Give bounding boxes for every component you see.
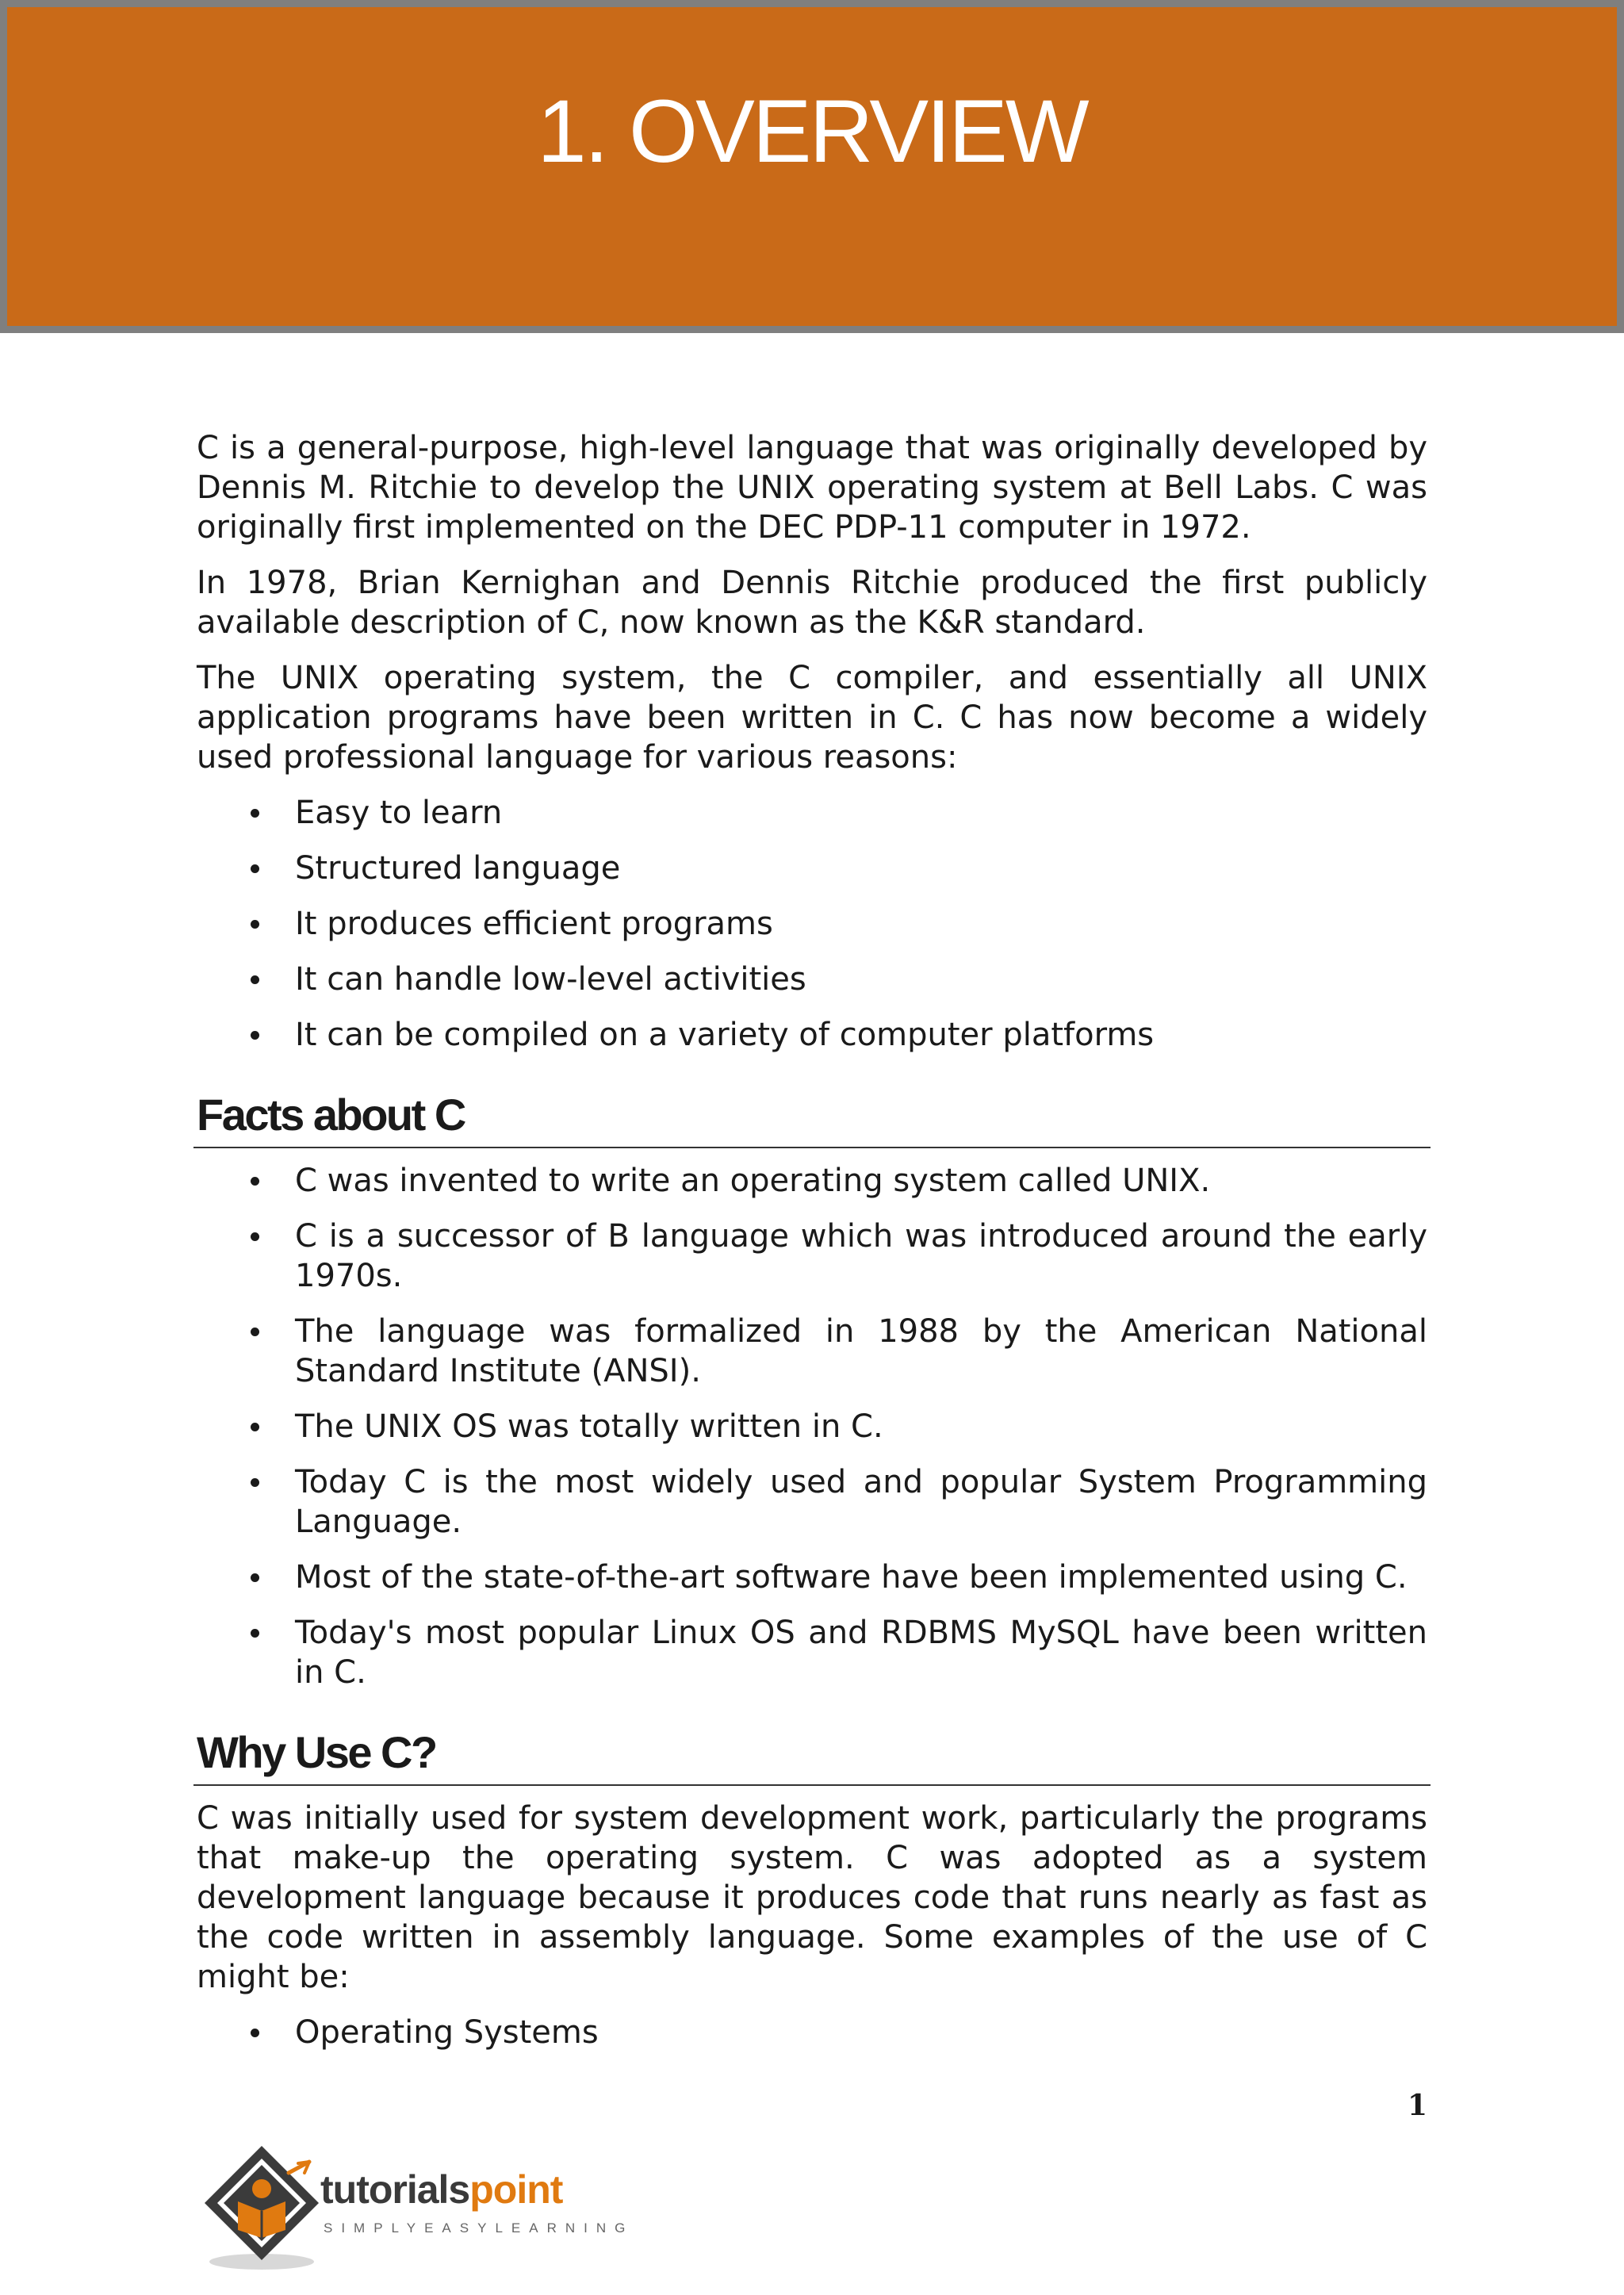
facts-list — [197, 1161, 1427, 1692]
list-item: It can be compiled on a variety of computer platforms — [197, 1015, 1427, 1055]
list-item: Today's most popular Linux OS and RDBMS MySQL have been written in C. — [197, 1613, 1427, 1692]
why-heading: Why Use C? — [193, 1727, 1431, 1786]
facts-heading: Facts about C — [193, 1090, 1431, 1148]
list-item: Today C is the most widely used and popular System Programming Language. — [197, 1462, 1427, 1542]
chapter-title: 1. OVERVIEW — [537, 82, 1087, 181]
list-item: The language was formalized in 1988 by the American National Standard Institute (ANSI). — [197, 1312, 1427, 1391]
logo-tagline: SIMPLYEASYLEARNING — [324, 2220, 634, 2236]
intro-paragraph-1: C is a general-purpose, high-level language that was originally developed by Dennis M. Ritchie to develop the UNIX operating system at Bell Labs. C was originally first implemented on the DEC PDP-11 computer in 1972. — [197, 430, 1427, 546]
list-item: C is a successor of B language which was introduced around the early 1970s. — [197, 1216, 1427, 1296]
list-item: C was invented to write an operating system called UNIX. — [197, 1161, 1427, 1201]
list-item: It can handle low-level activities — [197, 960, 1427, 999]
list-item: Structured language — [197, 849, 1427, 888]
reasons-list — [197, 793, 1427, 1055]
list-item: Easy to learn — [197, 793, 1427, 833]
logo-wordmark: tutorialspoint — [320, 2167, 563, 2212]
intro-paragraph-3: The UNIX operating system, the C compiler, and essentially all UNIX application programs have been written in C. C has now become a widely used professional language for various reasons: — [197, 660, 1427, 776]
examples-list — [197, 2013, 1427, 2052]
list-item: It produces efficient programs — [197, 904, 1427, 944]
logo-mark-icon — [193, 2141, 333, 2273]
why-paragraph: C was initially used for system development work, particularly the programs that make-up the operating system. C was adopted as a system development language because it produces code that runs nearly as fast as the code written in assembly language. Some examples of the use of C might be: — [197, 1800, 1427, 1995]
page-content — [197, 428, 1427, 2068]
tutorialspoint-logo — [193, 2141, 638, 2273]
list-item: The UNIX OS was totally written in C. — [197, 1407, 1427, 1446]
list-item: Most of the state-of-the-art software have been implemented using C. — [197, 1557, 1427, 1597]
list-item: Operating Systems — [197, 2013, 1427, 2052]
intro-paragraph-2: In 1978, Brian Kernighan and Dennis Ritchie produced the first publicly available description of C, now known as the K&R standard. — [197, 565, 1427, 641]
page-number: 1 — [1407, 2089, 1427, 2122]
